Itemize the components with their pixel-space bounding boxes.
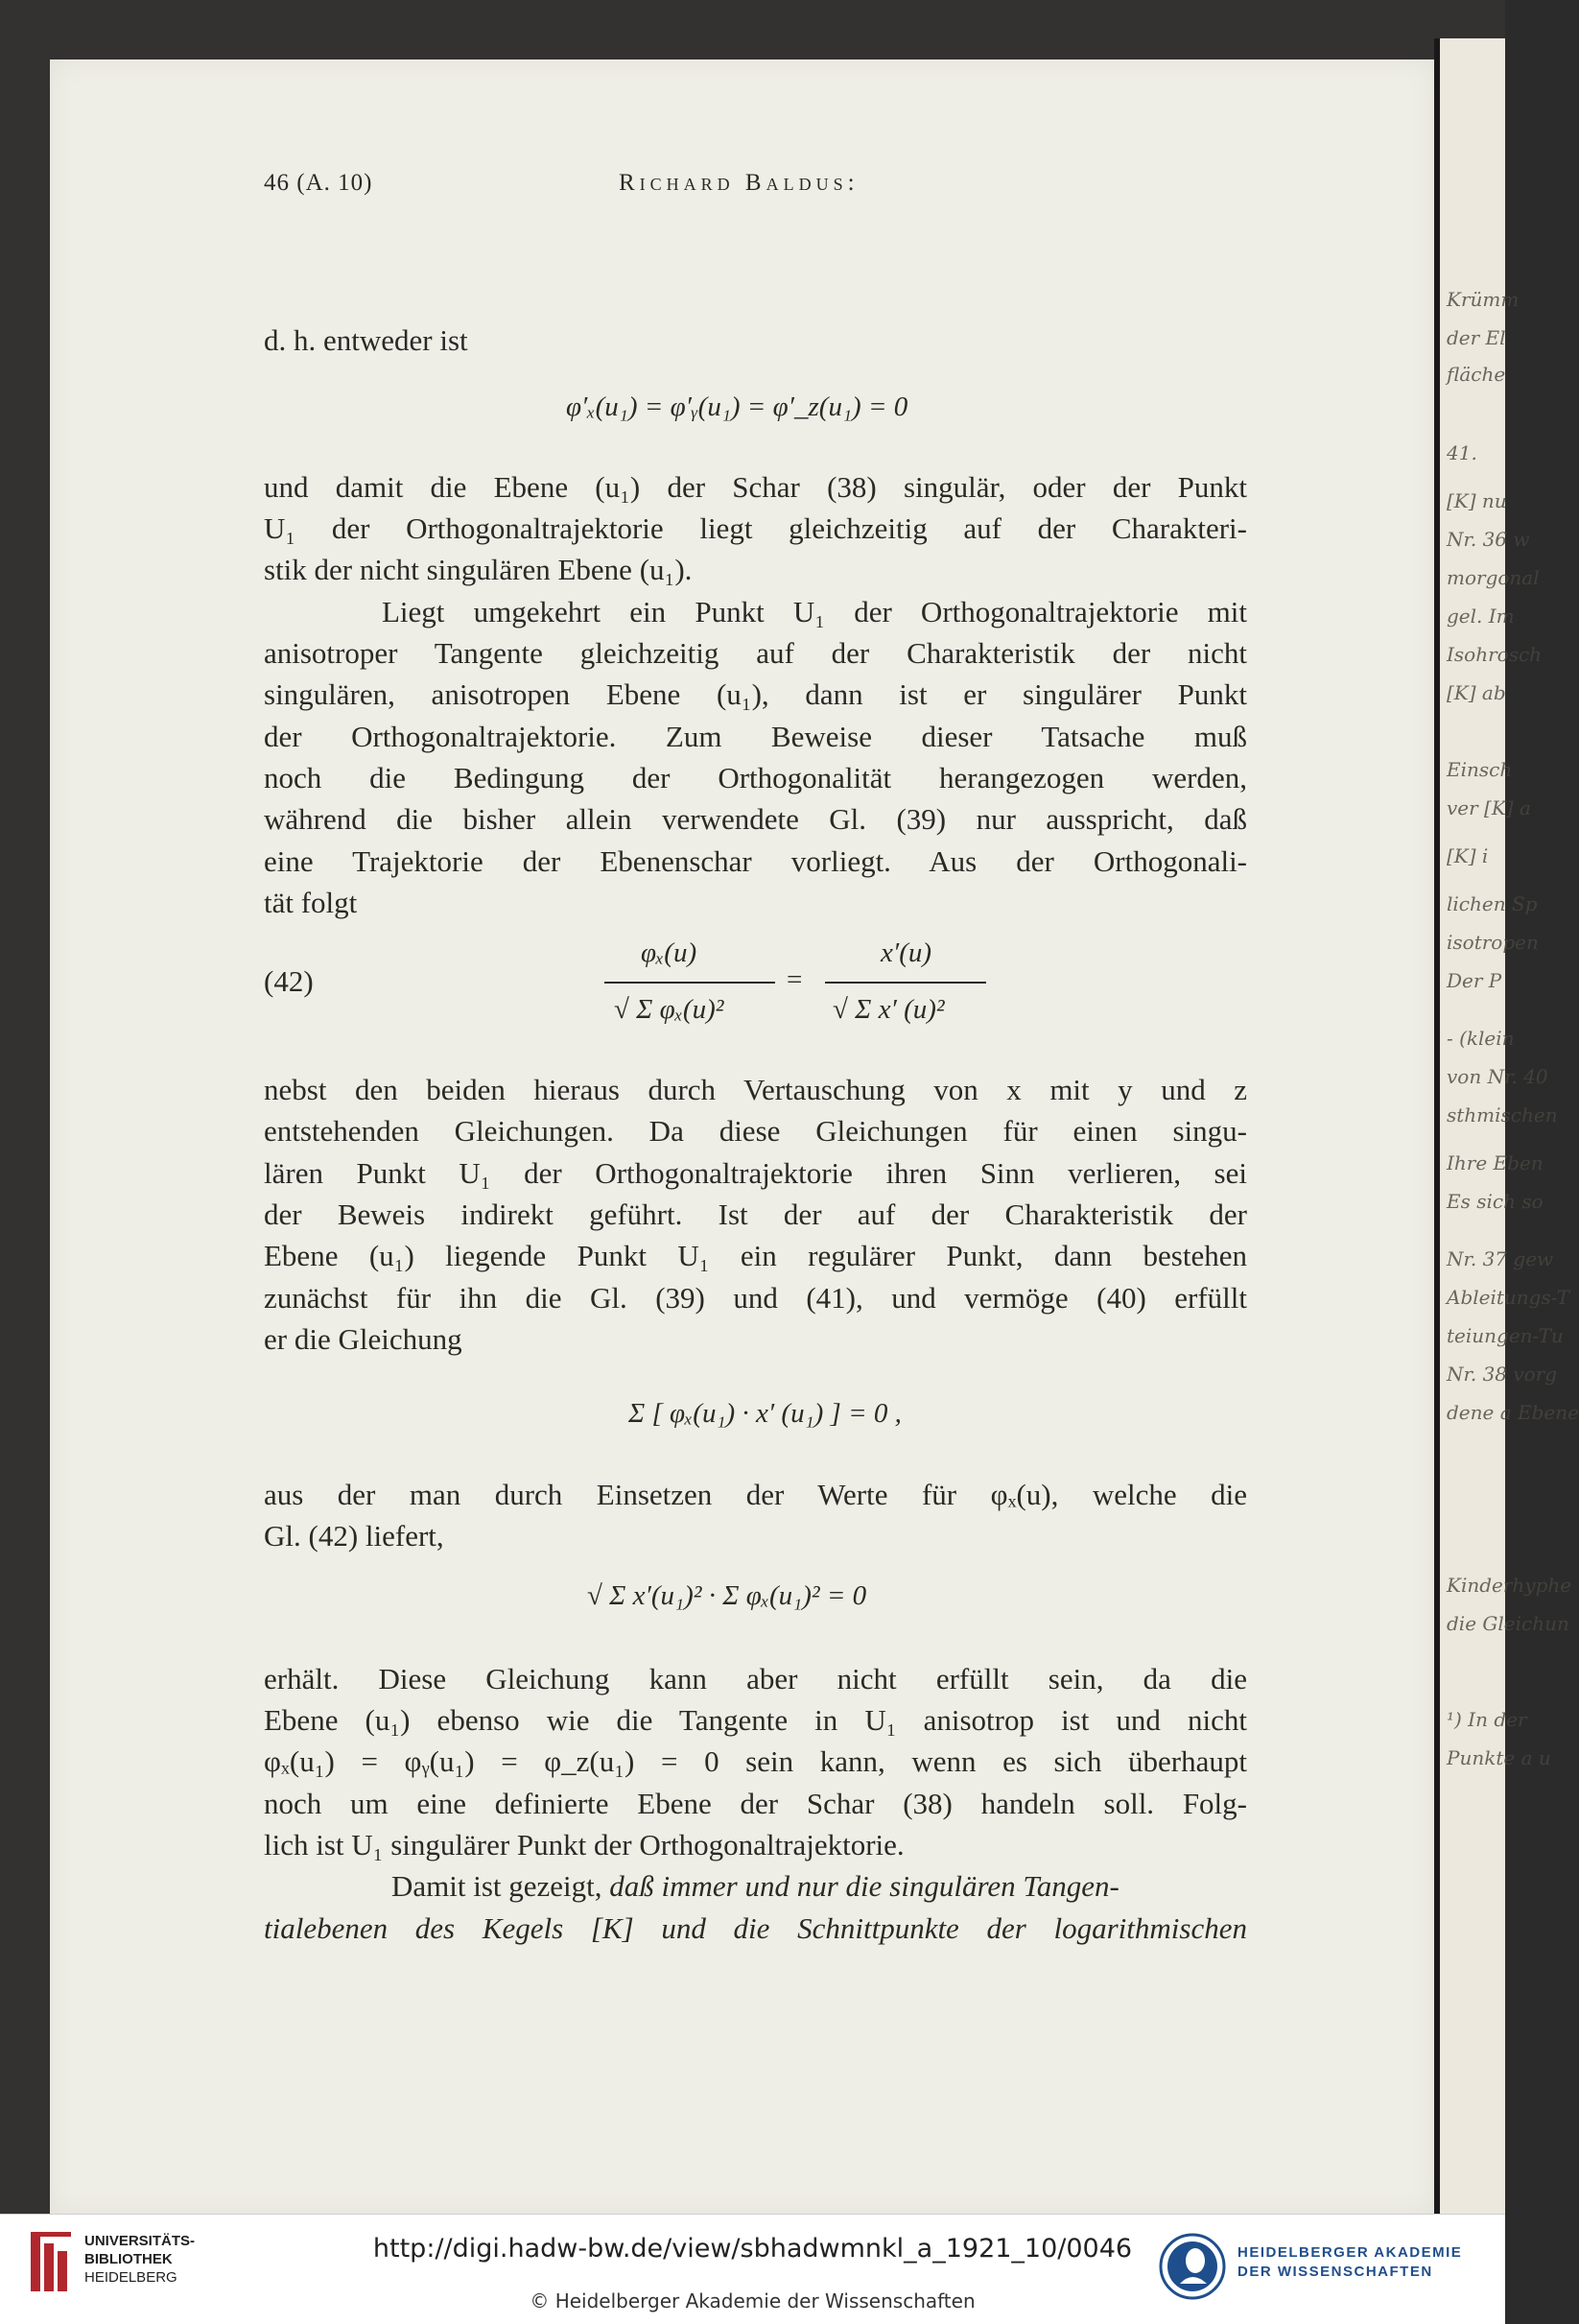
book-spine	[1434, 38, 1440, 2214]
bleed-fragment: [K] ab	[1447, 681, 1506, 704]
bleed-fragment: [K] nu	[1447, 489, 1507, 512]
fraction-bar-right	[825, 982, 986, 984]
bleed-fragment: Der P	[1447, 969, 1502, 992]
fraction-right-denominator: √ Σ x′ (u)²	[833, 994, 945, 1025]
text-line: noch die Bedingung der Orthogonalität herangezogen werden,	[264, 761, 1247, 794]
bleed-fragment: Krümm	[1447, 288, 1520, 311]
permalink[interactable]: http://digi.hadw-bw.de/view/sbhadwmnkl_a_1921_10/0046	[372, 2234, 1133, 2264]
running-title: Richard Baldus:	[619, 170, 860, 196]
text-line: Liegt umgekehrt ein Punkt U₁ der Orthogonaltrajektorie mit	[382, 595, 1247, 628]
bleed-fragment: isotropen	[1447, 931, 1539, 954]
ub-heidelberg-label: UNIVERSITÄTS- BIBLIOTHEK HEIDELBERG	[84, 2233, 196, 2286]
bleed-fragment: lichen Sp	[1447, 892, 1538, 915]
hadw-label: HEIDELBERGER AKADEMIE DER WISSENSCHAFTEN	[1237, 2244, 1463, 2280]
bleed-fragment: teiungen-Tu	[1447, 1324, 1564, 1347]
fraction-left-denominator: √ Σ φₓ(u)²	[614, 994, 724, 1025]
formula-root-product: √ Σ x′(u₁)² · Σ φₓ(u₁)² = 0	[587, 1580, 867, 1611]
bleed-fragment: gel. Im	[1447, 605, 1515, 628]
bleed-fragment: ¹) In der	[1447, 1708, 1527, 1731]
text-line: entstehenden Gleichungen. Da diese Gleichungen für einen singu-	[264, 1114, 1247, 1148]
text-line: tät folgt	[264, 886, 358, 919]
bleed-fragment: die Gleichun	[1447, 1612, 1569, 1635]
copyright-notice: © Heidelberger Akademie der Wissenschaften	[530, 2289, 976, 2312]
bleed-fragment: dene a Ebene	[1447, 1401, 1579, 1424]
text-line: aus der man durch Einsetzen der Werte für φₓ(u), welche die	[264, 1478, 1247, 1511]
text-line: noch um eine definierte Ebene der Schar (38) handeln soll. Folg-	[264, 1787, 1247, 1820]
text-line: U₁ der Orthogonaltrajektorie liegt gleichzeitig auf der Charakteri-	[264, 511, 1247, 545]
bleed-fragment: fläche	[1447, 363, 1506, 386]
equation-number: (42)	[264, 964, 314, 998]
text-line: stik der nicht singulären Ebene (u₁).	[264, 553, 693, 586]
text-line	[391, 1869, 1247, 1904]
bleed-fragment: Einsch	[1447, 758, 1513, 781]
italic-theorem-start: daß immer und nur die singulären Tangen-	[609, 1869, 1119, 1903]
bleed-fragment: Nr. 36 w	[1447, 528, 1530, 551]
bleed-fragment: Isohrosch	[1447, 643, 1543, 666]
formula-phi-prime: φ′ₓ(u₁) = φ′ᵧ(u₁) = φ′_z(u₁) = 0	[566, 391, 908, 422]
text-line: singulären, anisotropen Ebene (u₁), dann ist er singulärer Punkt	[264, 677, 1247, 711]
bleed-fragment: Punkte a u	[1447, 1746, 1551, 1769]
bleed-fragment: ver [K] a	[1447, 796, 1531, 819]
bleed-fragment: Ihre Eben	[1447, 1151, 1544, 1174]
text-line: Ebene (u₁) liegende Punkt U₁ ein regulärer Punkt, dann bestehen	[264, 1239, 1247, 1272]
bleed-fragment: Nr. 38 vorg	[1447, 1363, 1558, 1386]
bleed-fragment: Ableitungs-T	[1447, 1286, 1570, 1309]
fraction-left-numerator: φₓ(u)	[641, 937, 697, 968]
text-line: eine Trajektorie der Ebenenschar vorliegt. Aus der Orthogonali-	[264, 844, 1247, 878]
text-line: der Orthogonaltrajektorie. Zum Beweise dieser Tatsache muß	[264, 720, 1247, 753]
text-line: während die bisher allein verwendete Gl. (39) nur ausspricht, daß	[264, 802, 1247, 836]
text-line-start: Damit ist gezeigt,	[391, 1869, 610, 1903]
text-line: anisotroper Tangente gleichzeitig auf der Charakteristik der nicht	[264, 636, 1247, 670]
text-line: nebst den beiden hieraus durch Vertauschung von x mit y und z	[264, 1073, 1247, 1106]
text-line: er die Gleichung	[264, 1322, 462, 1356]
bleed-fragment: von Nr. 40	[1447, 1065, 1548, 1088]
text-line: Ebene (u₁) ebenso wie die Tangente in U₁ anisotrop ist und nicht	[264, 1703, 1247, 1737]
formula-sum-product: Σ [ φₓ(u₁) · x′ (u₁) ] = 0 ,	[628, 1398, 902, 1429]
text-line: zunächst für ihn die Gl. (39) und (41), und vermöge (40) erfüllt	[264, 1281, 1247, 1315]
text-line: lich ist U₁ singulärer Punkt der Orthogonaltrajektorie.	[264, 1828, 905, 1862]
bleed-fragment: 41.	[1447, 441, 1477, 464]
fraction-right-numerator: x′(u)	[881, 937, 932, 968]
equals-sign: =	[787, 964, 803, 995]
bleed-fragment: [K] i	[1447, 844, 1489, 867]
text-line: lären Punkt U₁ der Orthogonaltrajektorie ihren Sinn verlieren, sei	[264, 1156, 1247, 1190]
bleed-fragment: Kinderhyphe	[1447, 1574, 1572, 1597]
bleed-fragment: Es sich so	[1447, 1190, 1544, 1213]
text-line-italic: tialebenen des Kegels [K] und die Schnittpunkte der logarithmischen	[264, 1911, 1247, 1945]
page-reference: 46 (A. 10)	[264, 170, 373, 196]
text-line: und damit die Ebene (u₁) der Schar (38) singulär, oder der Punkt	[264, 470, 1247, 504]
fraction-bar-left	[604, 982, 775, 984]
text-line: der Beweis indirekt geführt. Ist der auf der Charakteristik der	[264, 1198, 1247, 1231]
bleed-fragment: sthmischen	[1447, 1103, 1558, 1126]
text-line: d. h. entweder ist	[264, 323, 468, 357]
text-line: φₓ(u₁) = φᵧ(u₁) = φ_z(u₁) = 0 sein kann, wenn es sich überhaupt	[264, 1744, 1247, 1778]
bleed-fragment: morgonal	[1447, 566, 1540, 589]
hadw-seal-icon	[1159, 2228, 1226, 2305]
bleed-fragment: der El	[1447, 326, 1506, 349]
footer-bar	[0, 2214, 1505, 2324]
text-line: Gl. (42) liefert,	[264, 1519, 444, 1553]
text-line: erhält. Diese Gleichung kann aber nicht erfüllt sein, da die	[264, 1662, 1247, 1696]
bleed-fragment: - (klein	[1447, 1027, 1515, 1050]
bleed-fragment: Nr. 37 gew	[1447, 1247, 1554, 1270]
